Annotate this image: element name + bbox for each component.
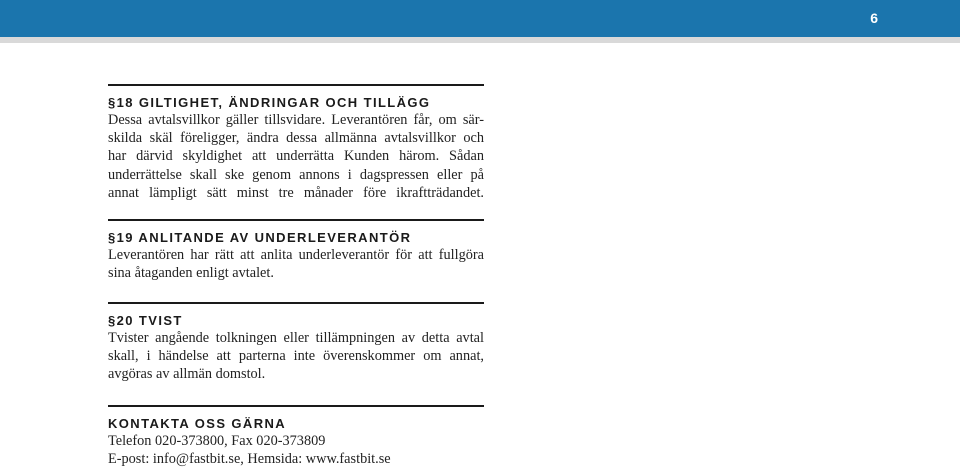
section-rule — [108, 84, 484, 86]
section-body — [108, 246, 484, 282]
section-heading: KONTAKTA OSS GÄRNA — [108, 416, 287, 431]
section-contact — [108, 405, 484, 468]
body-line: avgöras av allmän domstol. — [108, 366, 266, 383]
body-line: skall, i händelse att parterna inte överenskommer om annat, — [108, 348, 484, 365]
body-line: Leverantören har rätt att anlita underleverantör för att fullgöra — [108, 247, 484, 263]
body-line: underrättelse skall ske genom annons i dagspressen eller på — [108, 166, 484, 183]
section-20-tvist — [108, 302, 484, 384]
body-line: Tvister angående tolkningen eller tillämpningen av detta avtal — [108, 330, 484, 346]
section-body — [108, 329, 484, 384]
body-line: har därvid skyldighet att underrätta Kunden härom. Sådan — [108, 148, 484, 165]
body-line: skilda skäl föreligger, ändra dessa allmänna avtalsvillkor och — [108, 130, 484, 147]
section-rule — [108, 405, 484, 407]
page-number: 6 — [870, 10, 878, 26]
header-divider-strip — [0, 37, 960, 43]
top-header-bar — [0, 0, 960, 37]
section-rule — [108, 302, 484, 304]
section-18-giltighet — [108, 84, 484, 202]
contact-phone: Telefon 020-373800, Fax 020-373809 — [108, 433, 326, 449]
section-heading: §19 ANLITANDE AV UNDERLEVERANTÖR — [108, 230, 412, 245]
section-19-underleverantor — [108, 219, 484, 282]
body-line: sina åtaganden enligt avtalet. — [108, 265, 274, 282]
section-heading: §20 TVIST — [108, 313, 183, 328]
contact-email-web: E-post: info@fastbit.se, Hemsida: www.fastbit.se — [108, 451, 391, 468]
section-body — [108, 111, 484, 202]
section-heading: §18 GILTIGHET, ÄNDRINGAR OCH TILLÄGG — [108, 95, 431, 110]
section-rule — [108, 219, 484, 221]
section-body — [108, 432, 484, 468]
body-line: Dessa avtalsvillkor gäller tillsvidare. Leverantören får, om sär- — [108, 112, 484, 128]
body-line: annat lämpligt sätt minst tre månader före ikraftträdandet. — [108, 184, 484, 201]
